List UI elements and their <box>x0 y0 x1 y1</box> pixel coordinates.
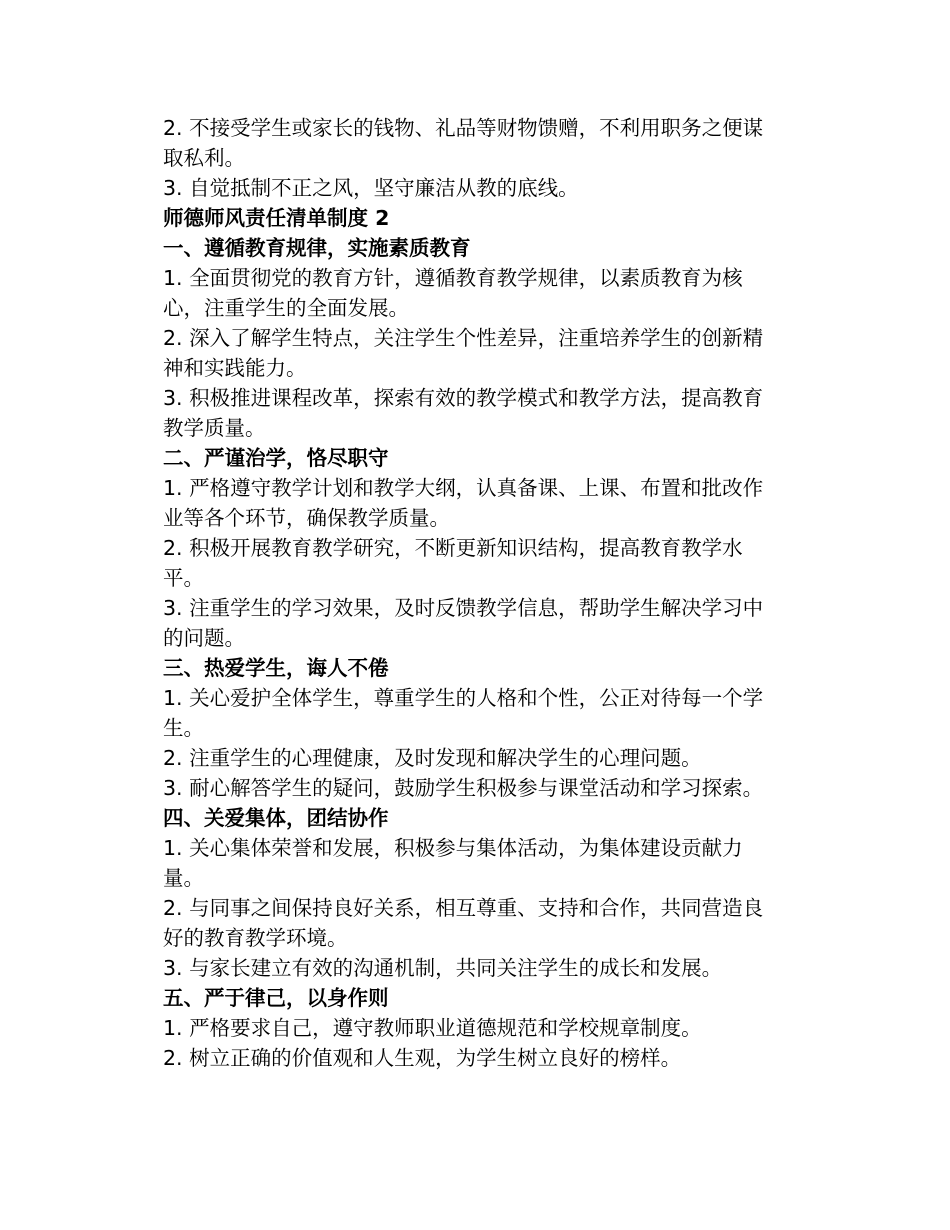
section-heading: 四、关爱集体，团结协作 <box>163 806 389 830</box>
paragraph: 1. 严格遵守教学计划和教学大纲，认真备课、上课、布置和批改作业等各个环节，确保教学质量。 <box>163 476 764 530</box>
section-heading: 一、遵循教育规律，实施素质教育 <box>163 236 471 260</box>
paragraph: 2. 注重学生的心理健康，及时发现和解决学生的心理问题。 <box>163 746 702 770</box>
section-heading: 二、严谨治学，恪尽职守 <box>163 446 389 470</box>
section-heading: 五、严于律己，以身作则 <box>163 986 389 1010</box>
paragraph: 3. 注重学生的学习效果，及时反馈教学信息，帮助学生解决学习中的问题。 <box>163 596 764 650</box>
section-heading: 三、热爱学生，诲人不倦 <box>163 656 389 680</box>
paragraph: 2. 深入了解学生特点，关注学生个性差异，注重培养学生的创新精神和实践能力。 <box>163 326 764 380</box>
paragraph: 1. 关心爱护全体学生，尊重学生的人格和个性，公正对待每一个学生。 <box>163 686 764 740</box>
paragraph: 2. 树立正确的价值观和人生观，为学生树立良好的榜样。 <box>163 1046 682 1070</box>
paragraph: 2. 不接受学生或家长的钱物、礼品等财物馈赠，不利用职务之便谋取私利。 <box>163 116 764 170</box>
document-title: 师德师风责任清单制度 2 <box>163 206 390 230</box>
paragraph: 2. 与同事之间保持良好关系，相互尊重、支持和合作，共同营造良好的教育教学环境。 <box>163 896 764 950</box>
paragraph: 2. 积极开展教育教学研究，不断更新知识结构，提高教育教学水平。 <box>163 536 743 590</box>
paragraph: 1. 关心集体荣誉和发展，积极参与集体活动，为集体建设贡献力量。 <box>163 836 743 890</box>
paragraph: 1. 严格要求自己，遵守教师职业道德规范和学校规章制度。 <box>163 1016 702 1040</box>
paragraph: 1. 全面贯彻党的教育方针，遵循教育教学规律，以素质教育为核心，注重学生的全面发展。 <box>163 266 743 320</box>
paragraph: 3. 积极推进课程改革，探索有效的教学模式和教学方法，提高教育教学质量。 <box>163 386 764 440</box>
paragraph: 3. 与家长建立有效的沟通机制，共同关注学生的成长和发展。 <box>163 956 723 980</box>
paragraph: 3. 耐心解答学生的疑问，鼓励学生积极参与课堂活动和学习探索。 <box>163 776 764 800</box>
paragraph: 3. 自觉抵制不正之风，坚守廉洁从教的底线。 <box>163 176 579 200</box>
document-page <box>163 113 773 1073</box>
